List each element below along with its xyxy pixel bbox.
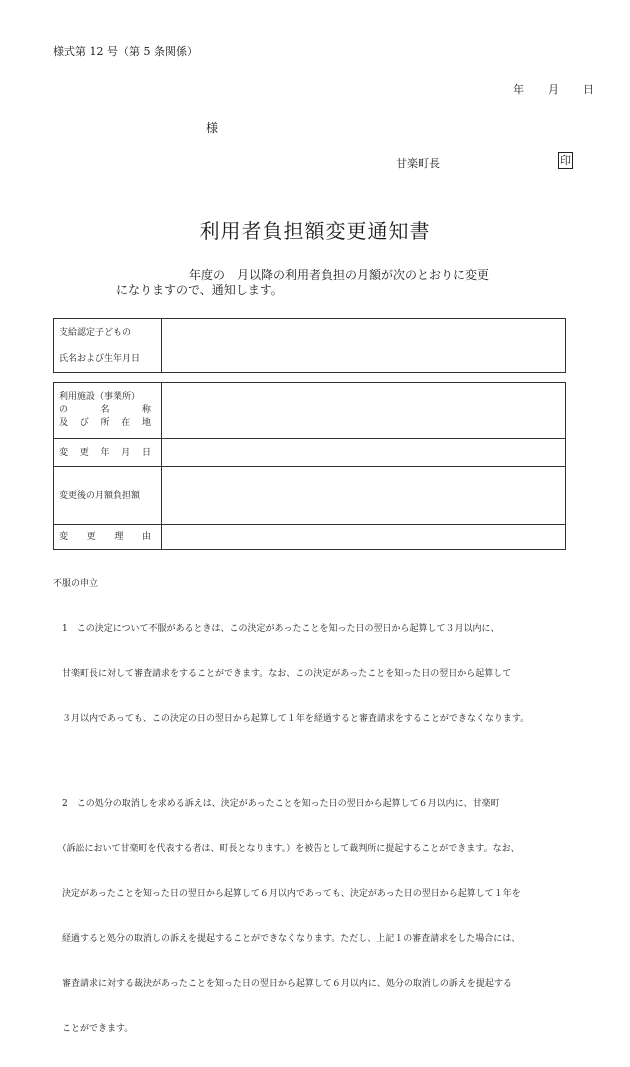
child-info-value[interactable]	[162, 319, 566, 373]
appeal-line: ことができます。	[53, 1024, 134, 1034]
appeal-line: 1 この決定について不服があるときは、この決定があったことを知った日の翌日から起算して３月以内に、	[53, 624, 500, 634]
facility-char: の	[59, 405, 69, 415]
facility-label	[54, 383, 162, 439]
new-amount-value[interactable]	[162, 467, 566, 525]
appeal-paragraph-2	[53, 767, 529, 1067]
change-date-text	[59, 445, 151, 461]
change-date-char: 年	[100, 447, 110, 458]
child-info-label	[54, 319, 162, 373]
facility-char: 及	[59, 418, 69, 428]
facility-label-line-2	[59, 404, 151, 417]
table-row	[54, 525, 566, 550]
change-date-char: 日	[141, 447, 151, 458]
appeal-paragraph-1	[53, 592, 529, 757]
change-date-char: 更	[79, 447, 89, 458]
appeal-line: 2 この処分の取消しを求める訴えは、決定があったことを知った日の翌日から起算して６月以内に、甘楽町	[53, 799, 500, 809]
child-info-table	[53, 318, 566, 373]
form-number: 様式第 12 号（第 5 条関係）	[53, 45, 198, 58]
appeal-line: （訴訟において甘楽町を代表する者は、町長となります。）を被告として裁判所に提起することができます。なお、	[53, 844, 520, 854]
seal-mark: 印	[560, 154, 571, 167]
date-year-label: 年	[513, 83, 524, 96]
table-row	[54, 439, 566, 467]
change-date-value[interactable]	[162, 439, 566, 467]
change-date-char: 変	[59, 447, 69, 458]
date-month-label: 月	[548, 83, 559, 96]
table-row	[54, 319, 566, 373]
reason-char: 更	[86, 532, 96, 542]
facility-char: 地	[141, 418, 151, 428]
new-amount-label: 変更後の月額負担額	[54, 467, 162, 525]
reason-char: 由	[141, 532, 151, 542]
appeal-heading: 不服の申立	[53, 579, 99, 589]
change-details-table	[53, 382, 566, 550]
change-date-label	[54, 439, 162, 467]
change-date-char: 月	[121, 447, 131, 458]
facility-char: 称	[141, 405, 151, 415]
facility-label-line-1: 利用施設（事業所）	[59, 392, 141, 402]
facility-value[interactable]	[162, 383, 566, 439]
table-row	[54, 383, 566, 439]
intro-line-2: になりますので、通知します。	[116, 283, 283, 297]
reason-value[interactable]	[162, 525, 566, 550]
reason-char: 理	[114, 532, 124, 542]
facility-label-line-3	[59, 417, 151, 430]
sender-name: 甘楽町長	[396, 157, 440, 170]
date-day-label: 日	[583, 83, 594, 96]
addressee-suffix: 様	[206, 121, 219, 135]
appeal-line: 経過すると処分の取消しの訴えを提起することができなくなります。ただし、上記１の審査請求をした場合には、	[53, 934, 521, 944]
table-row	[54, 467, 566, 525]
facility-char: 所	[100, 418, 110, 428]
appeal-line: 決定があったことを知った日の翌日から起算して６月以内であっても、決定があった日の翌日から起算して１年を	[53, 889, 521, 899]
appeal-notice	[53, 577, 529, 1067]
reason-text	[59, 529, 151, 545]
child-info-label-line-1: 支給認定子どもの	[59, 327, 132, 338]
appeal-line: ３月以内であっても、この決定の日の翌日から起算して１年を経過すると審査請求をすることができなくなります。	[53, 714, 530, 724]
reason-label	[54, 525, 162, 550]
document-title: 利用者負担額変更通知書	[199, 219, 431, 243]
appeal-line: 審査請求に対する裁決があったことを知った日の翌日から起算して６月以内に、処分の取消しの訴えを提起する	[53, 979, 512, 989]
appeal-line: 甘楽町長に対して審査請求をすることができます。なお、この決定があったことを知った日の翌日から起算して	[53, 669, 512, 679]
intro-year-unit: 年度の	[189, 268, 226, 282]
facility-char: 名	[100, 405, 110, 415]
facility-char: び	[79, 418, 89, 428]
date-line	[513, 81, 594, 97]
child-info-label-line-2: 氏名および生年月日	[59, 353, 141, 364]
reason-char: 変	[59, 532, 69, 542]
intro-month-phrase: 月以降の利用者負担の月額が次のとおりに変更	[237, 268, 490, 282]
facility-char: 在	[121, 418, 131, 428]
